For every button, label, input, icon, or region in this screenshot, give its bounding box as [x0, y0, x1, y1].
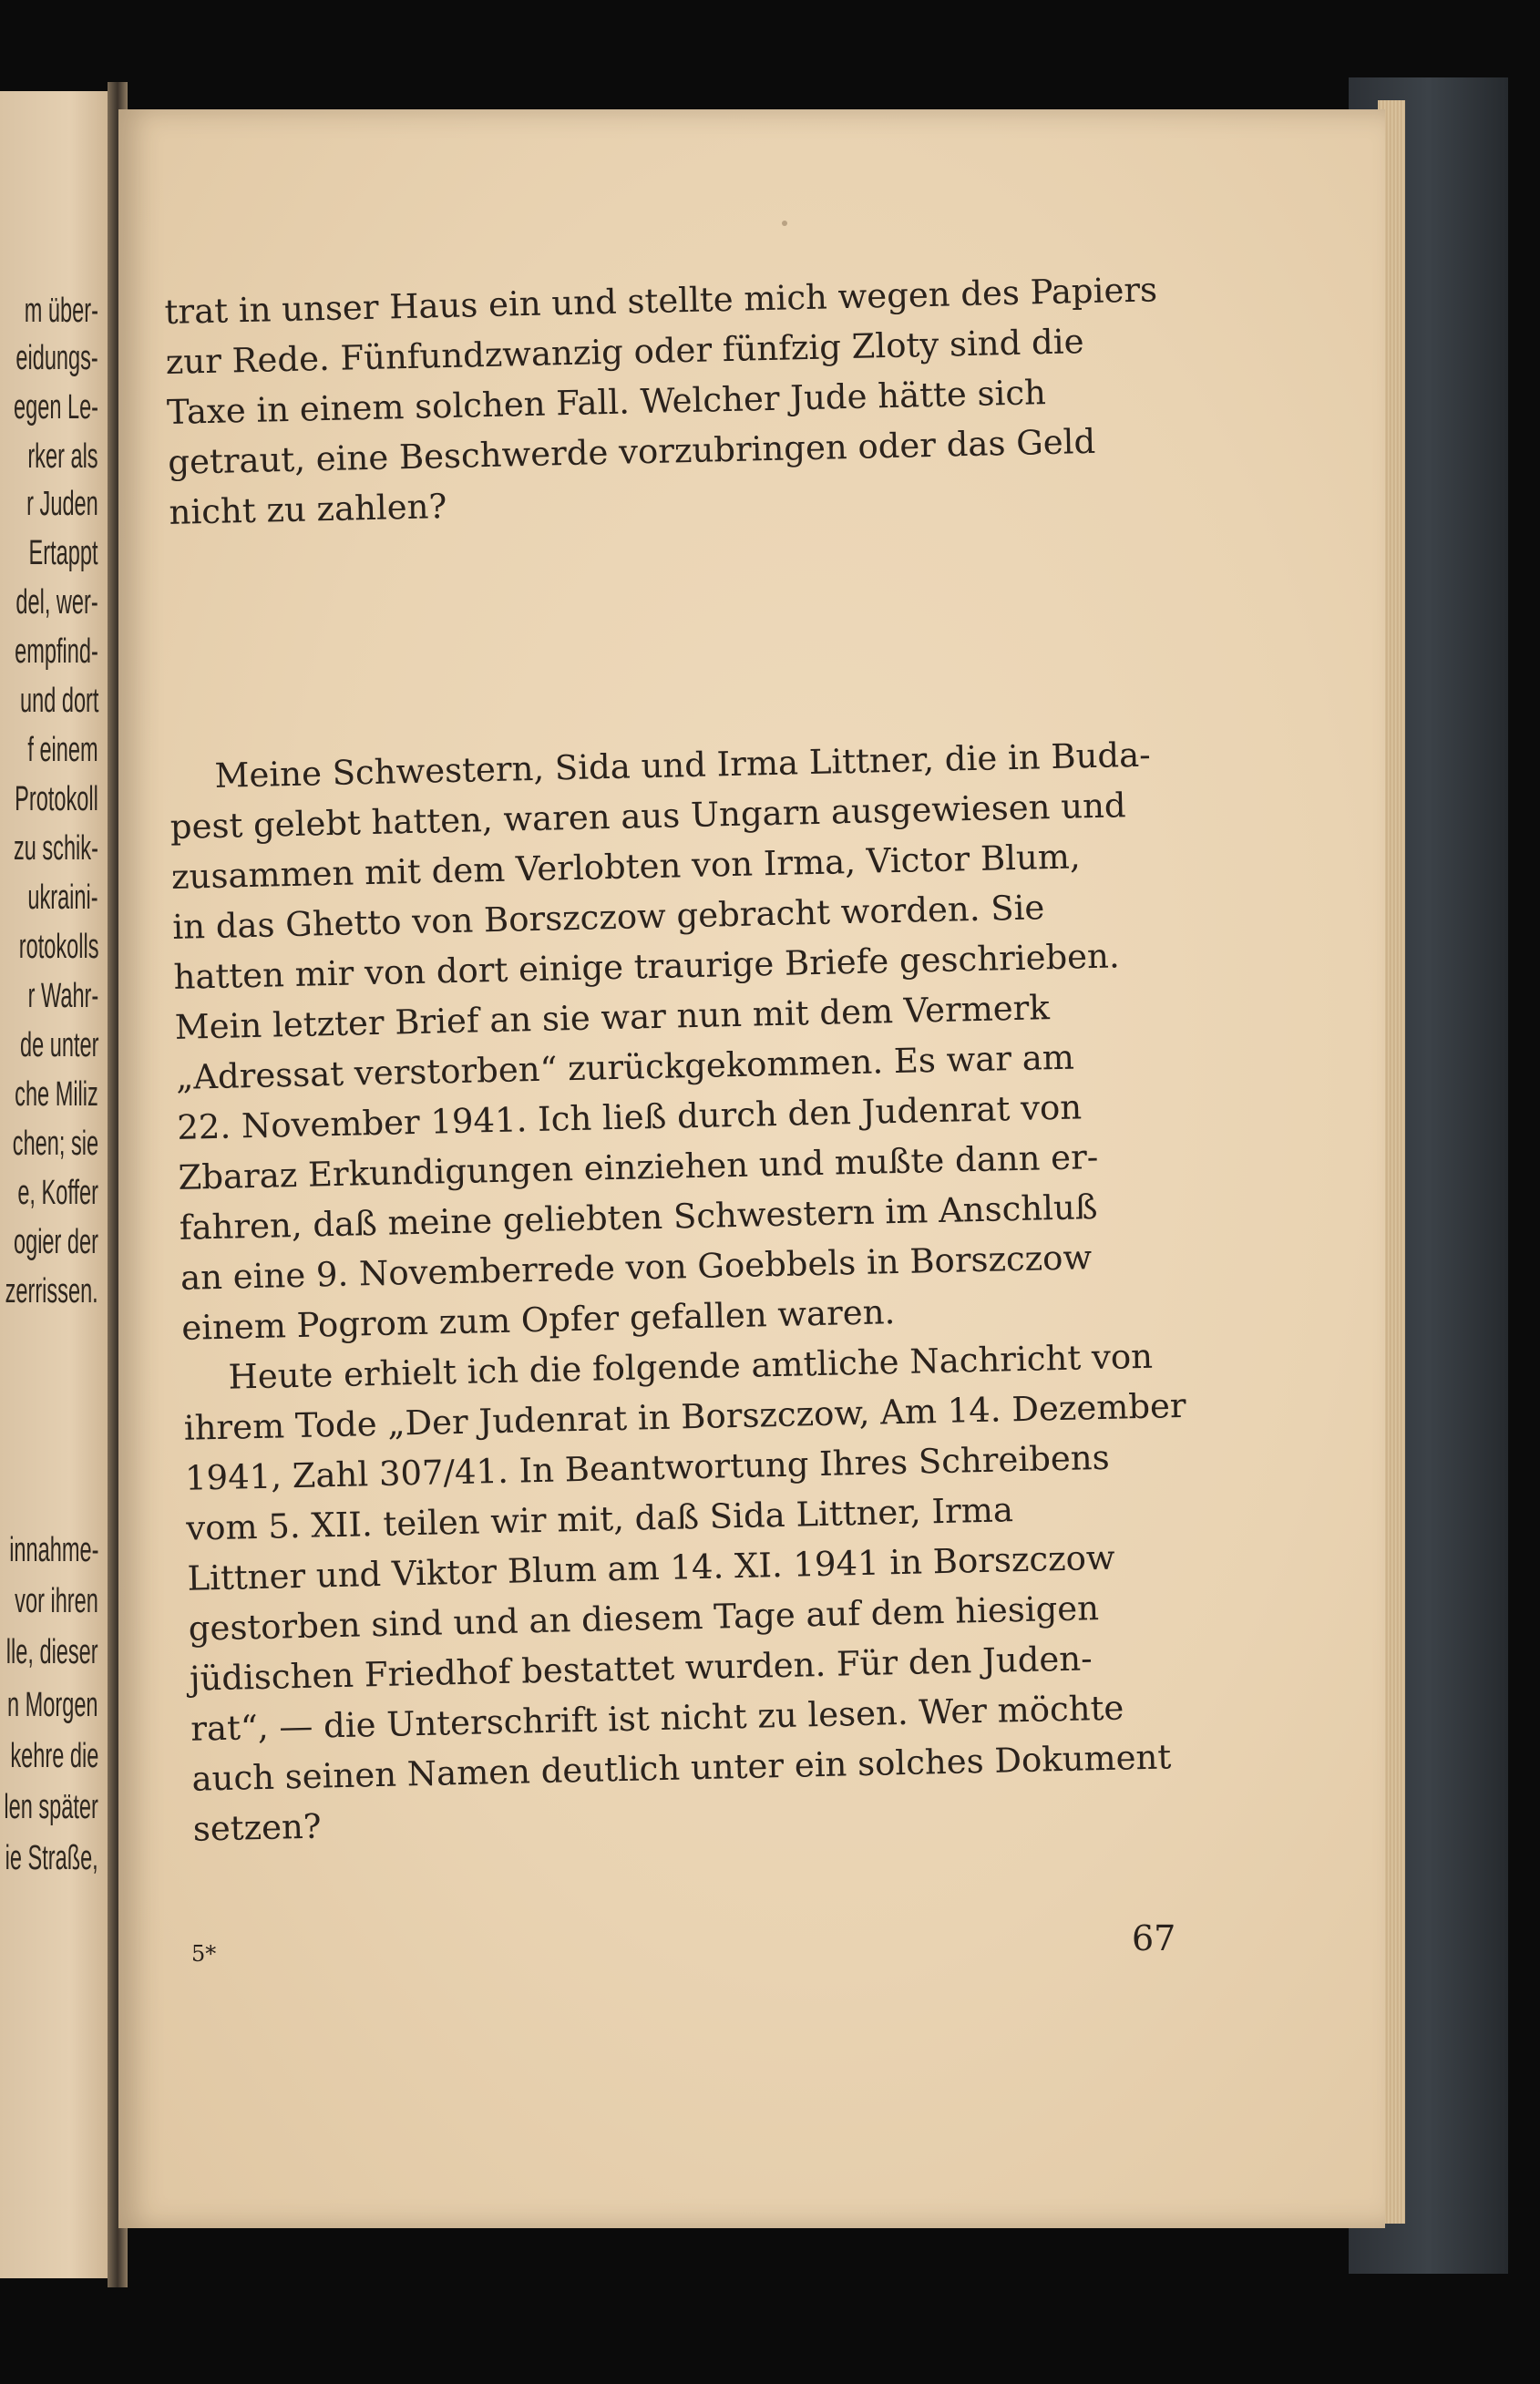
paper-speck	[782, 221, 787, 226]
text-line: Taxe in einem solchen Fall. Welcher Jude hätte sich	[166, 373, 1047, 432]
left-text-line: zerrissen.	[5, 1272, 98, 1310]
text-line: fahren, daß meine geliebten Schwestern im Anschluß	[179, 1187, 1098, 1248]
left-text-line: e, Koffer	[17, 1174, 98, 1212]
left-text-line: und dort	[19, 682, 98, 720]
left-text-line: Ertappt	[29, 534, 98, 572]
text-line: Heute erhielt ich die folgende amtliche Nachricht von	[228, 1336, 1154, 1397]
text-line: pest gelebt hatten, waren aus Ungarn ausgewiesen und	[169, 786, 1127, 847]
left-text-line: eidungs-	[15, 339, 98, 377]
text-line: 1941, Zahl 307/41. In Beantwortung Ihres Schreibens	[184, 1437, 1111, 1498]
left-text-line: del, wer-	[15, 583, 98, 622]
text-line: zur Rede. Fünfundzwanzig oder fünfzig Zloty sind die	[165, 322, 1084, 382]
text-line: Littner und Viktor Blum am 14. XI. 1941 in Borszczow	[187, 1537, 1115, 1598]
left-text-line: len später	[4, 1788, 98, 1826]
left-text-line: rotokolls	[18, 928, 98, 966]
left-text-line: Protokoll	[15, 780, 98, 818]
text-line: jüdischen Friedhof bestattet wurden. Für den Juden-	[189, 1639, 1093, 1699]
paragraph-continuation	[164, 264, 1163, 538]
left-text-line: che Miliz	[15, 1075, 98, 1114]
text-line: an eine 9. Novemberrede von Goebbels in Borszczow	[180, 1238, 1093, 1298]
text-line: zusammen mit dem Verlobten von Irma, Victor Blum,	[170, 837, 1082, 897]
text-line: vom 5. XII. teilen wir mit, daß Sida Littner, Irma	[185, 1490, 1014, 1548]
text-line: Zbaraz Erkundigungen einziehen und mußte dann er-	[178, 1136, 1099, 1197]
text-line: Meine Schwestern, Sida und Irma Littner, die in Buda-	[214, 735, 1152, 796]
page-number: 67	[1132, 1918, 1176, 1958]
left-text-line: chen; sie	[12, 1125, 98, 1163]
left-text-line: lle, dieser	[6, 1633, 98, 1671]
previous-page-fragment	[0, 91, 117, 2278]
text-line: ihrem Tode „Der Judenrat in Borszczow, Am 14. Dezember	[183, 1385, 1187, 1448]
text-line: setzen?	[192, 1806, 323, 1849]
left-text-line: empfind-	[15, 632, 98, 671]
left-text-line: innahme-	[8, 1531, 98, 1569]
text-line: auch seinen Namen deutlich unter ein solches Dokument	[191, 1737, 1172, 1799]
left-text-line: ie Straße,	[5, 1839, 98, 1877]
text-line: in das Ghetto von Borszczow gebracht worden. Sie	[171, 888, 1045, 947]
text-line: „Adressat verstorben“ zurückgekommen. Es war am	[175, 1037, 1075, 1097]
left-text-line: zu schik-	[14, 829, 98, 868]
text-line: rat“, — die Unterschrift ist nicht zu lesen. Wer möchte	[190, 1688, 1124, 1749]
left-text-line: n Morgen	[7, 1686, 98, 1724]
left-text-line: ogier der	[14, 1223, 98, 1261]
text-line: hatten mir von dort einige traurige Briefe geschrieben.	[173, 936, 1121, 997]
left-text-line: egen Le-	[13, 388, 98, 426]
text-line: trat in unser Haus ein und stellte mich wegen des Papiers	[164, 270, 1158, 332]
left-text-line: f einem	[27, 731, 98, 769]
text-line: 22. November 1941. Ich ließ durch den Judenrat von	[176, 1087, 1083, 1147]
text-line: getraut, eine Beschwerde vorzubringen oder das Geld	[167, 421, 1096, 482]
text-line: einem Pogrom zum Opfer gefallen waren.	[180, 1292, 896, 1348]
main-text	[169, 729, 1196, 1855]
text-line: Mein letzter Brief an sie war nun mit dem Vermerk	[174, 988, 1051, 1047]
left-text-line: vor ihren	[15, 1582, 98, 1620]
text-line: gestorben sind und an diesem Tage auf dem hiesigen	[188, 1588, 1100, 1649]
left-text-line: ukraini-	[27, 879, 98, 917]
book-page	[118, 109, 1385, 2228]
left-text-line: r Wahr-	[27, 977, 98, 1015]
left-text-line: de unter	[19, 1026, 98, 1064]
left-text-line: kehre die	[10, 1737, 98, 1775]
signature-mark: 5*	[191, 1941, 217, 1967]
text-line: nicht zu zahlen?	[169, 487, 447, 532]
left-text-line: m über-	[24, 292, 98, 330]
left-text-line: r Juden	[26, 485, 98, 523]
left-text-line: rker als	[27, 437, 98, 476]
